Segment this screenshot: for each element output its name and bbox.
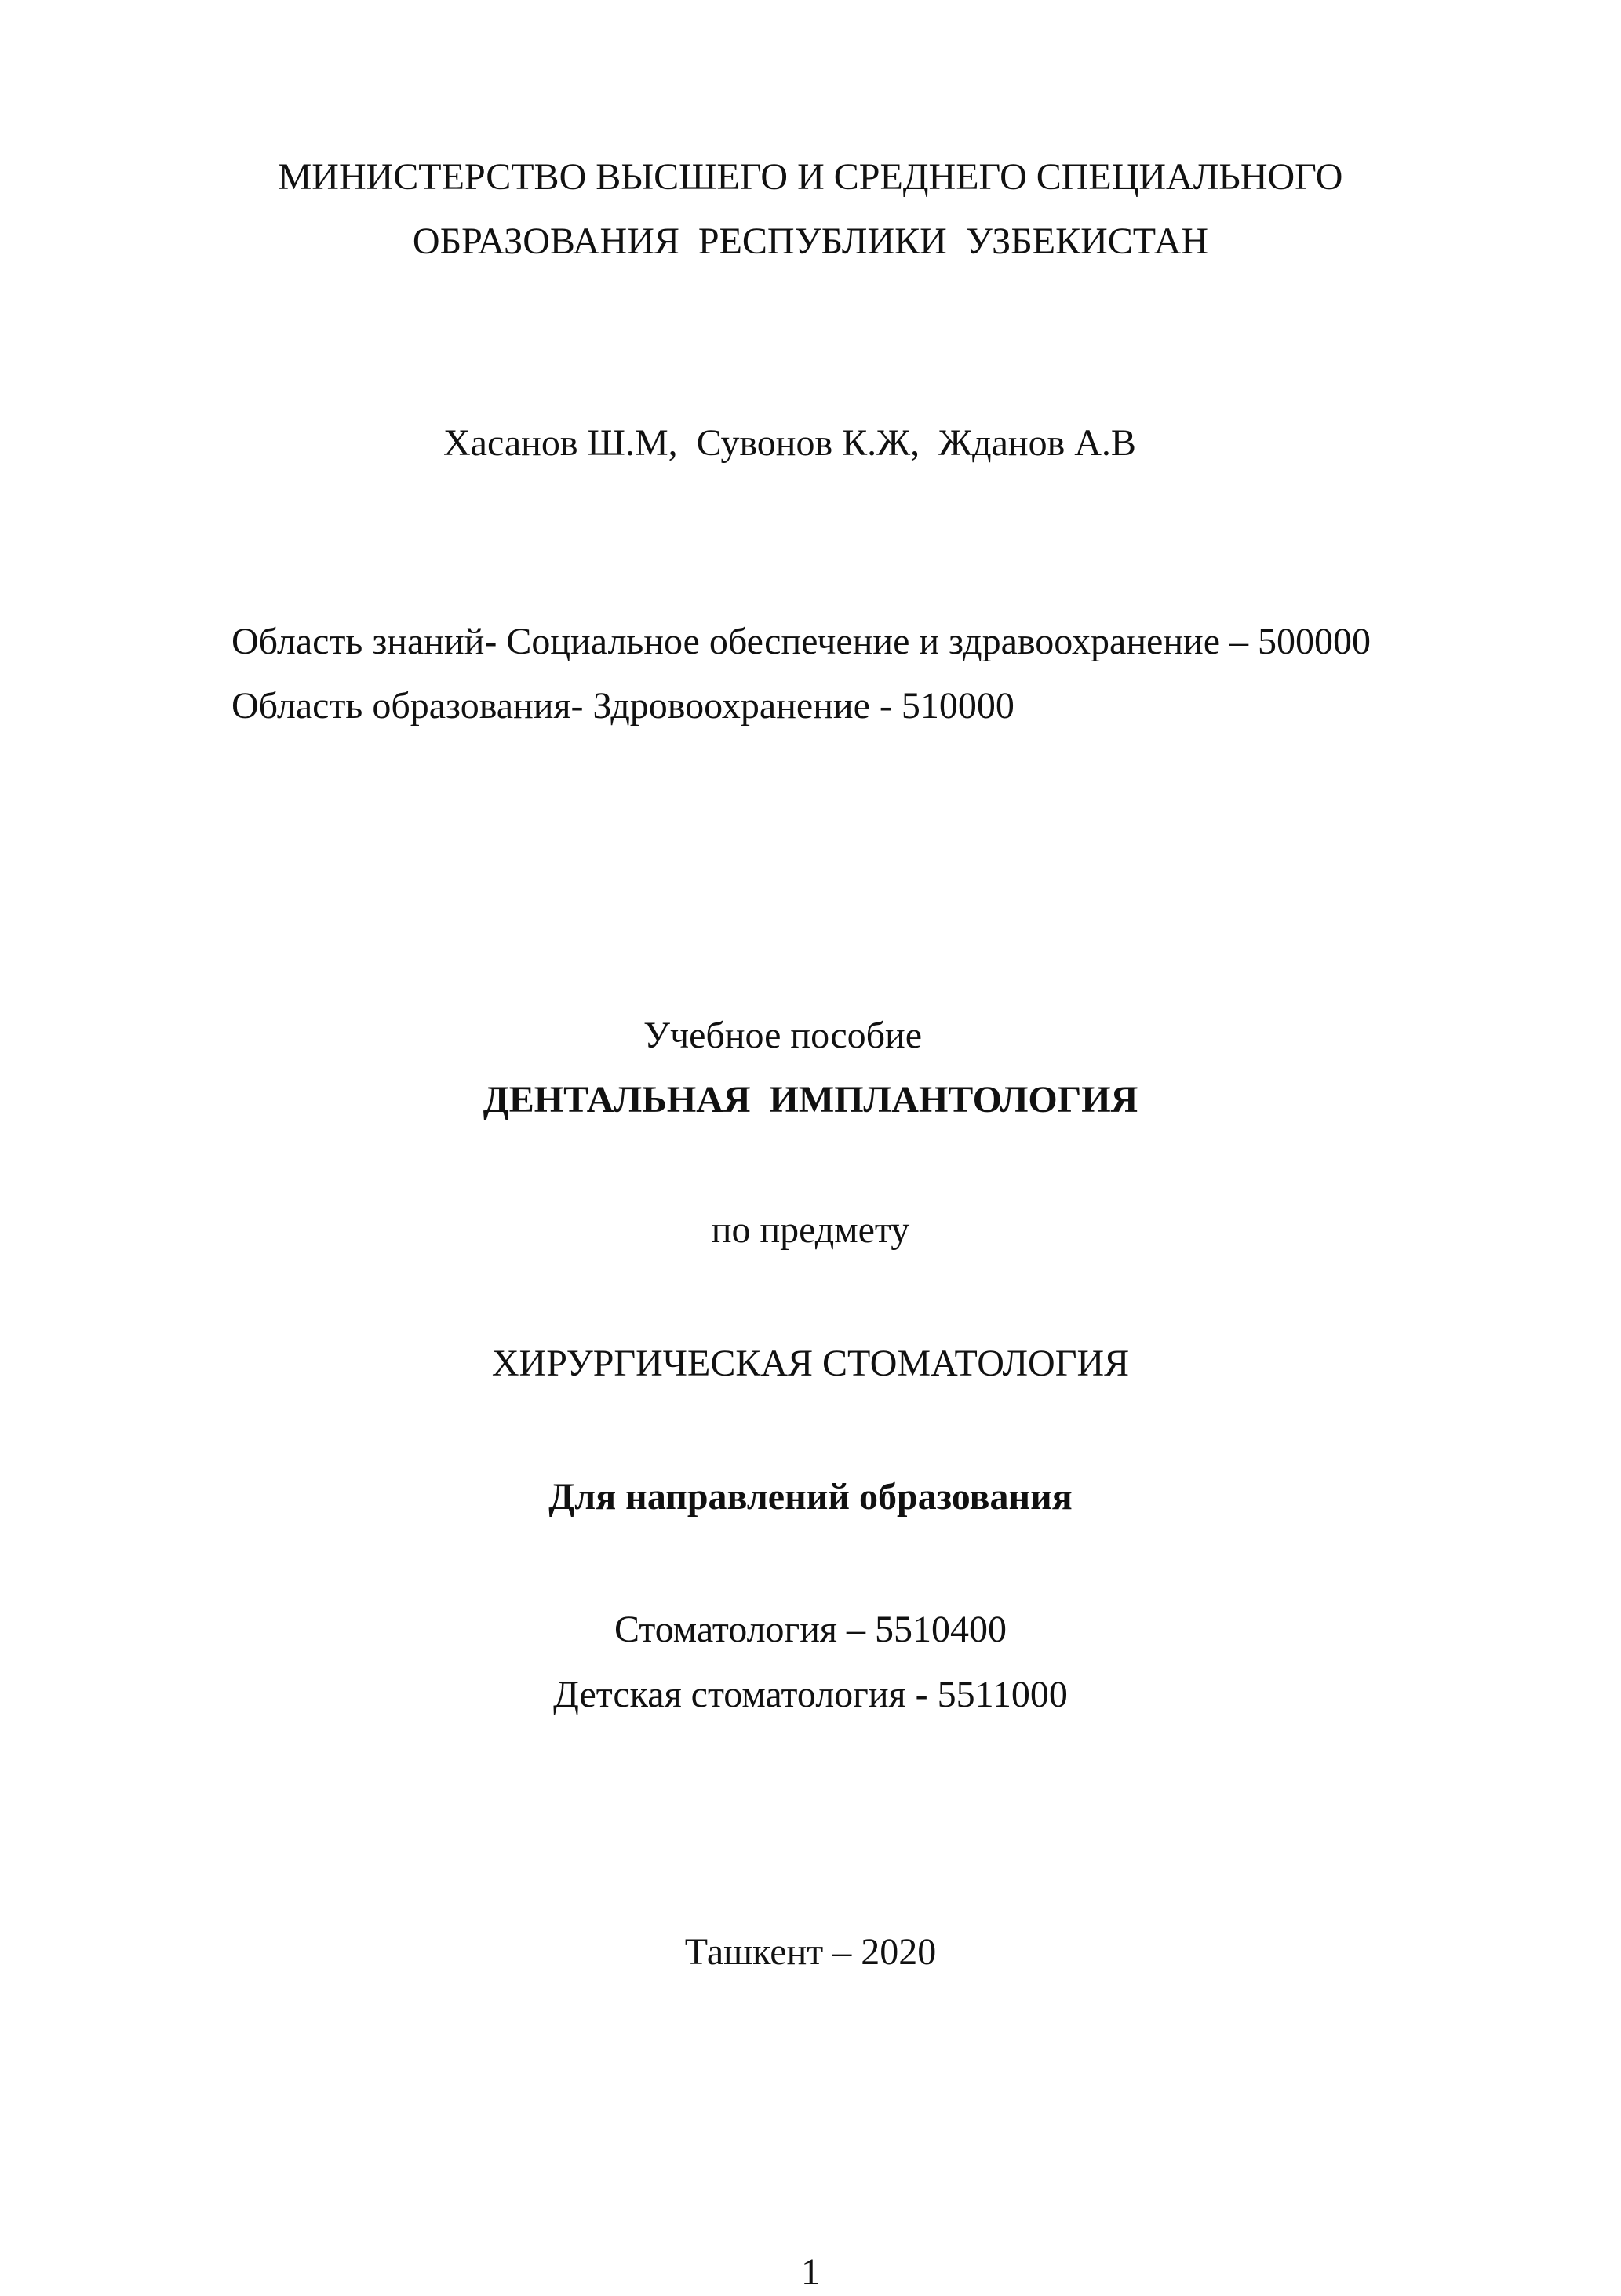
place-year: Ташкент – 2020 xyxy=(684,1931,937,1973)
subject-name: ХИРУРГИЧЕСКАЯ СТОМАТОЛОГИЯ xyxy=(491,1343,1130,1384)
education-field: Область образования- Здровоохранение - 510000 xyxy=(231,685,1014,727)
document-type: Учебное пособие xyxy=(643,1015,923,1056)
book-title: ДЕНТАЛЬНАЯ ИМПЛАНТОЛОГИЯ xyxy=(483,1079,1138,1121)
subject-prefix: по предмету xyxy=(711,1209,910,1251)
direction-item: Стоматология – 5510400 xyxy=(614,1609,1007,1650)
directions-heading: Для направлений образования xyxy=(548,1476,1073,1518)
direction-item: Детская стоматология - 5511000 xyxy=(553,1674,1068,1715)
knowledge-field: Область знаний- Социальное обеспечение и здравоохранение – 500000 xyxy=(231,621,1371,662)
page-number: 1 xyxy=(801,2251,820,2293)
ministry-header-line-2: ОБРАЗОВАНИЯ РЕСПУБЛИКИ УЗБЕКИСТАН xyxy=(412,220,1209,262)
authors: Хасанов Ш.М, Сувонов К.Ж, Жданов А.В xyxy=(443,422,1136,464)
ministry-header-line-1: МИНИСТЕРСТВО ВЫСШЕГО И СРЕДНЕГО СПЕЦИАЛЬНОГО xyxy=(278,156,1343,198)
